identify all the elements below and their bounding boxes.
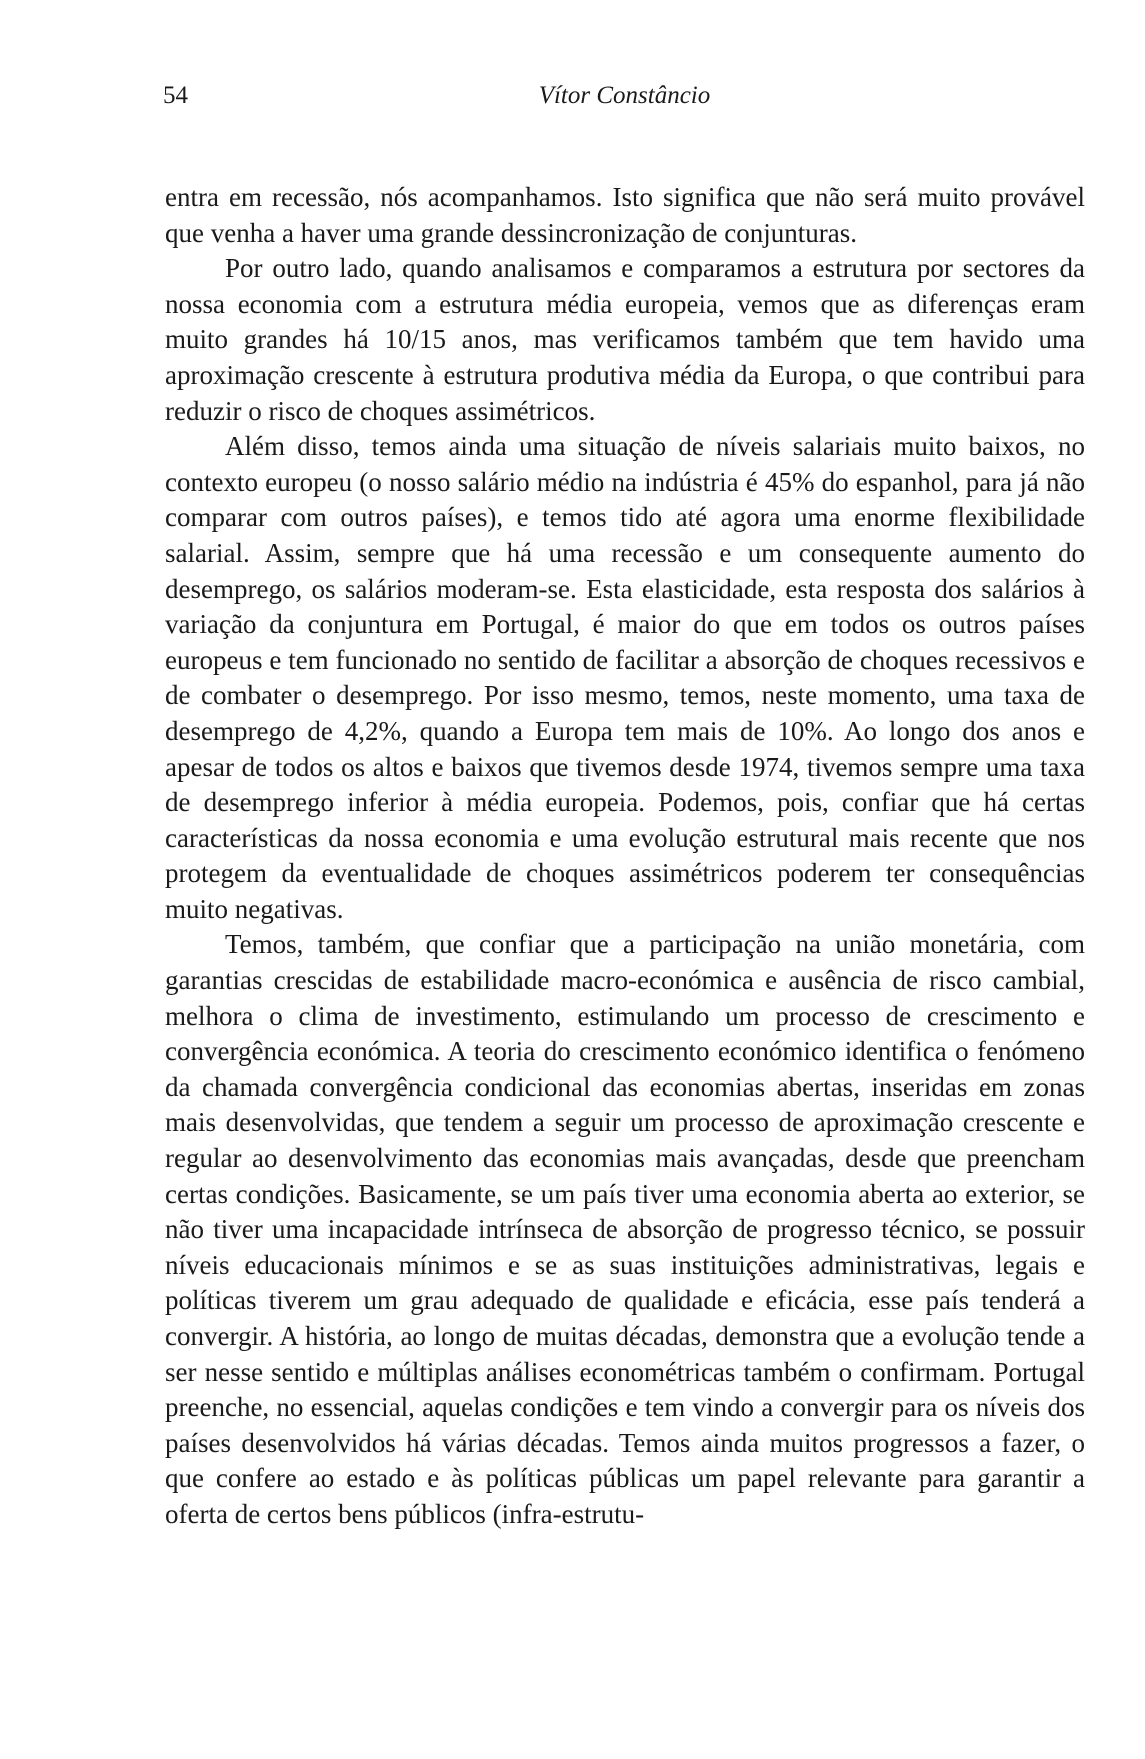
paragraph: entra em recessão, nós acompanhamos. Isto significa que não será muito provável que venha a haver uma grande dessincronização de conjunturas. <box>165 182 1085 248</box>
paragraph: Por outro lado, quando analisamos e comparamos a estrutura por sectores da nossa economia com a estrutura média europeia, vemos que as diferenças eram muito grandes há 10/15 anos, mas verificamos também que tem havido uma aproximação crescente à estrutura produtiva média da Europa, o que contribui para reduzir o risco de choques assimétricos. <box>165 253 1085 426</box>
page-number: 54 <box>163 82 188 109</box>
page-header <box>163 82 1086 122</box>
paragraph: Temos, também, que confiar que a participação na união monetária, com garantias crescidas de estabilidade macro-económica e ausência de risco cambial, melhora o clima de investimento, estimulando um processo de crescimento e convergência económica. A teoria do crescimento económico identifica o fenómeno da chamada convergência condicional das economias abertas, inseridas em zonas mais desenvolvidas, que tendem a seguir um processo de aproximação crescente e regular ao desenvolvimento das economias mais avançadas, desde que preencham certas condições. Basicamente, se um país tiver uma economia aberta ao exterior, se não tiver uma incapacidade intrínseca de absorção de progresso técnico, se possuir níveis educacionais mínimos e se as suas instituições administrativas, legais e políticas tiverem um grau adequado de qualidade e eficácia, esse país tenderá a convergir. A história, ao longo de muitas décadas, demonstra que a evolução tende a ser nesse sentido e múltiplas análises econométricas também o confirmam. Portugal preenche, no essencial, aquelas condições e tem vindo a convergir para os níveis dos países desenvolvidos há várias décadas. Temos ainda muitos progressos a fazer, o que confere ao estado e às políticas públicas um papel relevante para garantir a oferta de certos bens públicos (infra-estrutu- <box>165 929 1085 1529</box>
body-text <box>165 180 1085 1533</box>
paragraph: Além disso, temos ainda uma situação de níveis salariais muito baixos, no contexto europeu (o nosso salário médio na indústria é 45% do espanhol, para já não comparar com outros países), e temos tido até agora uma enorme flexibilidade salarial. Assim, sempre que há uma recessão e um consequente aumento do desemprego, os salários moderam-se. Esta elasticidade, esta resposta dos salários à variação da conjuntura em Portugal, é maior do que em todos os outros países europeus e tem funcionado no sentido de facilitar a absorção de choques recessivos e de combater o desemprego. Por isso mesmo, temos, neste momento, uma taxa de desemprego de 4,2%, quando a Europa tem mais de 10%. Ao longo dos anos e apesar de todos os altos e baixos que tivemos desde 1974, tivemos sempre uma taxa de desemprego inferior à média europeia. Podemos, pois, confiar que há certas características da nossa economia e uma evolução estrutural mais recente que nos protegem da eventualidade de choques assimétricos poderem ter consequências muito negativas. <box>165 431 1085 924</box>
running-head-author: Vítor Constâncio <box>538 82 711 109</box>
